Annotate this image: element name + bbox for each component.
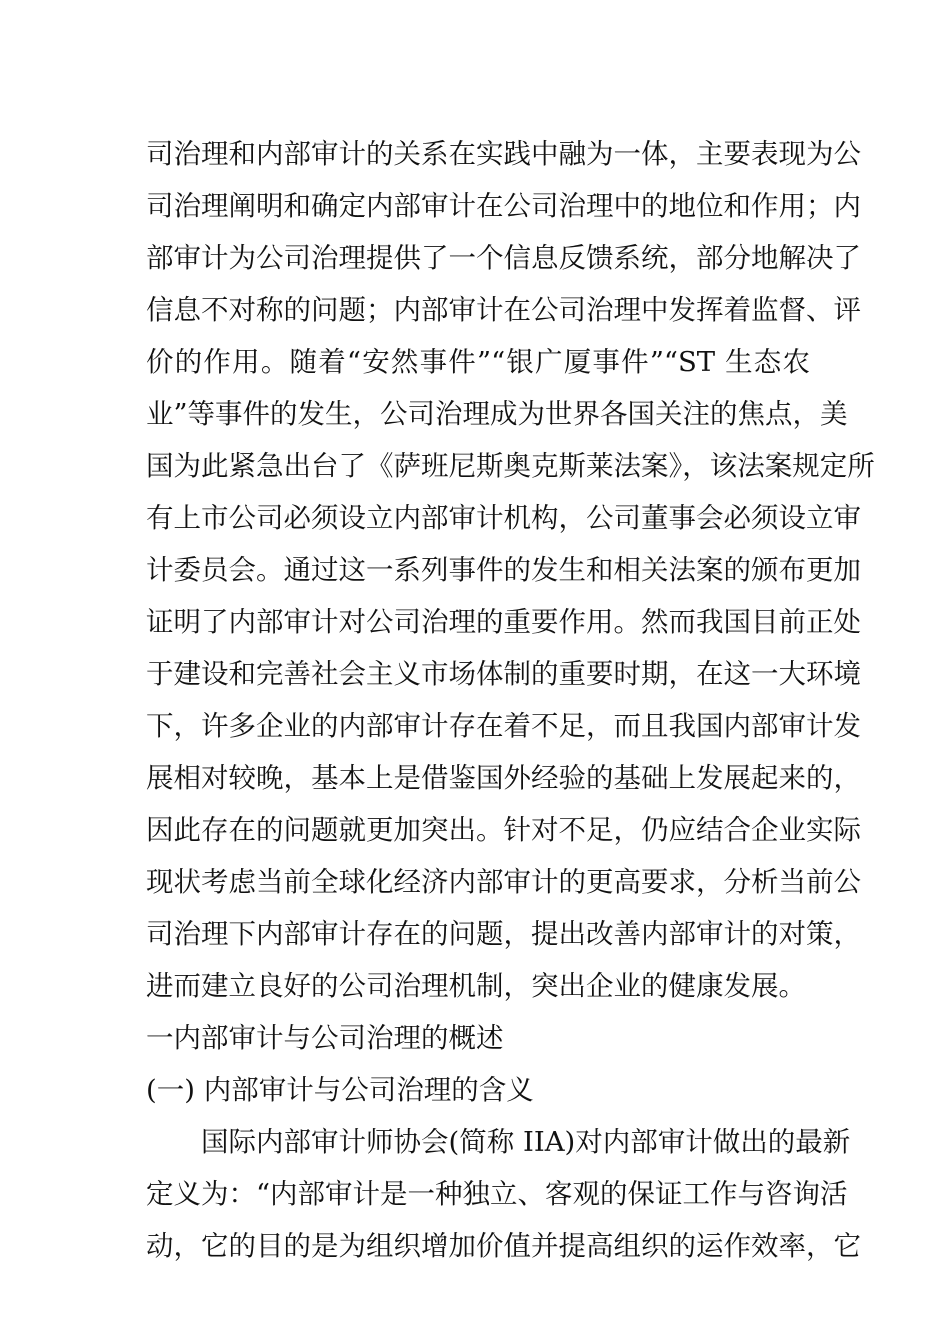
text-line: 证明了内部审计对公司治理的重要作用。然而我国目前正处 [146,606,861,638]
text-line-last: 进而建立良好的公司治理机制，突出企业的健康发展。 [146,970,806,1002]
text-line: 部审计为公司治理提供了一个信息反馈系统，部分地解决了 [146,242,861,274]
text-line: 国为此紧急出台了《萨班尼斯奥克斯莱法案》，该法案规定所 [146,450,875,482]
subsection-heading: (一) 内部审计与公司治理的含义 [146,1074,534,1106]
text-line: 于建设和完善社会主义市场体制的重要时期，在这一大环境 [146,658,861,690]
text-line: 定义为：“内部审计是一种独立、客观的保证工作与咨询活 [146,1178,848,1210]
text-line: 计委员会。通过这一系列事件的发生和相关法案的颁布更加 [146,554,861,586]
text-line: 展相对较晚，基本上是借鉴国外经验的基础上发展起来的， [146,762,861,794]
text-line: 司治理下内部审计存在的问题，提出改善内部审计的对策， [146,918,861,950]
text-line: 下，许多企业的内部审计存在着不足，而且我国内部审计发 [146,710,861,742]
text-line: 现状考虑当前全球化经济内部审计的更高要求，分析当前公 [146,866,861,898]
text-line: 因此存在的问题就更加突出。针对不足，仍应结合企业实际 [146,814,861,846]
section-heading: 一内部审计与公司治理的概述 [146,1022,504,1054]
text-line: 价的作用。随着“安然事件”“银广厦事件”“ST 生态农 [146,346,810,378]
text-line: 信息不对称的问题；内部审计在公司治理中发挥着监督、评 [146,294,861,326]
document-page [146,128,875,1272]
paragraph-definition [146,1116,861,1272]
text-line: 有上市公司必须设立内部审计机构，公司董事会必须设立审 [146,502,861,534]
text-line: 司治理和内部审计的关系在实践中融为一体，主要表现为公 [146,138,861,170]
text-line: 动，它的目的是为组织增加价值并提高组织的运作效率，它 [146,1230,861,1262]
text-line: 司治理阐明和确定内部审计在公司治理中的地位和作用；内 [146,190,861,222]
text-line-indented: 国际内部审计师协会(简称 IIA)对内部审计做出的最新 [201,1126,851,1158]
paragraph-continued [146,128,875,1012]
text-line: 业”等事件的发生，公司治理成为世界各国关注的焦点，美 [146,398,848,430]
